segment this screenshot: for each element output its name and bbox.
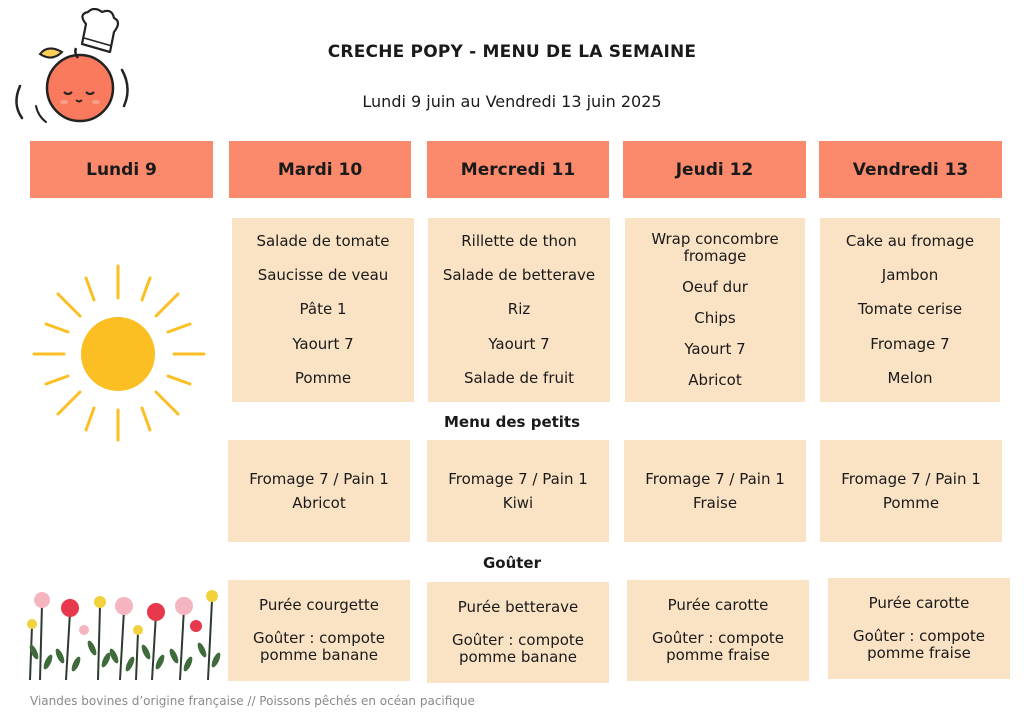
menu-item: Fromage 7 <box>870 334 950 353</box>
menu-item: pomme fraise <box>666 646 770 664</box>
menu-item: Abricot <box>688 371 742 389</box>
menu-item: Purée courgette <box>259 596 379 614</box>
menu-item: Yaourt 7 <box>488 334 550 353</box>
petits-box-mercredi <box>427 440 609 542</box>
menu-item: Salade de tomate <box>256 231 390 250</box>
menu-item: Kiwi <box>502 494 534 512</box>
gouter-box-mardi <box>228 580 410 681</box>
petits-box-mardi <box>228 440 410 542</box>
menu-item: Jambon <box>881 266 939 285</box>
menu-item: Goûter : compote <box>651 629 785 647</box>
menu-item: Purée betterave <box>457 598 579 616</box>
menu-item: Yaourt 7 <box>684 340 746 358</box>
menu-item: Fromage 7 / Pain 1 <box>249 470 389 488</box>
menu-item: Fromage 7 / Pain 1 <box>841 470 981 488</box>
menu-item: Chips <box>694 309 736 327</box>
menu-item: Salade de fruit <box>463 369 575 388</box>
menu-box-mardi <box>232 218 414 402</box>
menu-item: Abricot <box>292 494 346 512</box>
day-header-mardi: Mardi 10 <box>229 141 411 198</box>
menu-item: Fromage 7 / Pain 1 <box>645 470 785 488</box>
menu-item: pomme banane <box>259 646 379 664</box>
menu-item: Melon <box>887 369 933 388</box>
menu-item: Pomme <box>294 369 352 388</box>
day-header-mercredi: Mercredi 11 <box>427 141 609 198</box>
menu-item: Cake au fromage <box>845 231 975 250</box>
menu-item: Pomme <box>882 494 940 512</box>
flowers-icon <box>20 586 224 684</box>
menu-item: pomme fraise <box>867 644 971 662</box>
menu-box-jeudi <box>625 218 805 402</box>
menu-item: Tomate cerise <box>857 300 963 319</box>
menu-item: Pâte 1 <box>299 300 347 319</box>
menu-item: Yaourt 7 <box>292 334 354 353</box>
menu-box-mercredi <box>428 218 610 402</box>
menu-item: Oeuf dur <box>682 278 748 296</box>
day-header-lundi: Lundi 9 <box>30 141 213 198</box>
day-header-vendredi: Vendredi 13 <box>819 141 1002 198</box>
gouter-box-mercredi <box>427 582 609 683</box>
section-label-petits: Menu des petits <box>443 413 581 431</box>
gouter-box-vendredi <box>828 578 1010 679</box>
menu-item: Rillette de thon <box>461 231 577 250</box>
menu-item: Goûter : compote <box>852 627 986 645</box>
menu-item: Riz <box>507 300 531 319</box>
date-range: Lundi 9 juin au Vendredi 13 juin 2025 <box>362 92 662 111</box>
gouter-box-jeudi <box>627 580 809 681</box>
menu-item: Salade de betterave <box>442 266 596 285</box>
menu-item: Goûter : compote <box>451 631 585 649</box>
day-header-jeudi: Jeudi 12 <box>623 141 806 198</box>
petits-box-jeudi <box>624 440 806 542</box>
page-title: CRECHE POPY - MENU DE LA SEMAINE <box>327 42 697 62</box>
menu-item: Purée carotte <box>667 596 769 614</box>
menu-box-vendredi <box>820 218 1000 402</box>
menu-item: Fromage 7 / Pain 1 <box>448 470 588 488</box>
menu-item: pomme banane <box>458 648 578 666</box>
petits-box-vendredi <box>820 440 1002 542</box>
menu-item: Saucisse de veau <box>257 266 389 285</box>
menu-item: Purée carotte <box>868 594 970 612</box>
menu-item: Goûter : compote <box>252 629 386 647</box>
menu-item: Wrap concombre fromage <box>651 230 779 265</box>
footer-note: Viandes bovines d’origine française // Poissons pêchés en océan pacifique <box>30 694 475 708</box>
section-label-gouter: Goûter <box>482 554 542 572</box>
menu-item: Fraise <box>692 494 738 512</box>
